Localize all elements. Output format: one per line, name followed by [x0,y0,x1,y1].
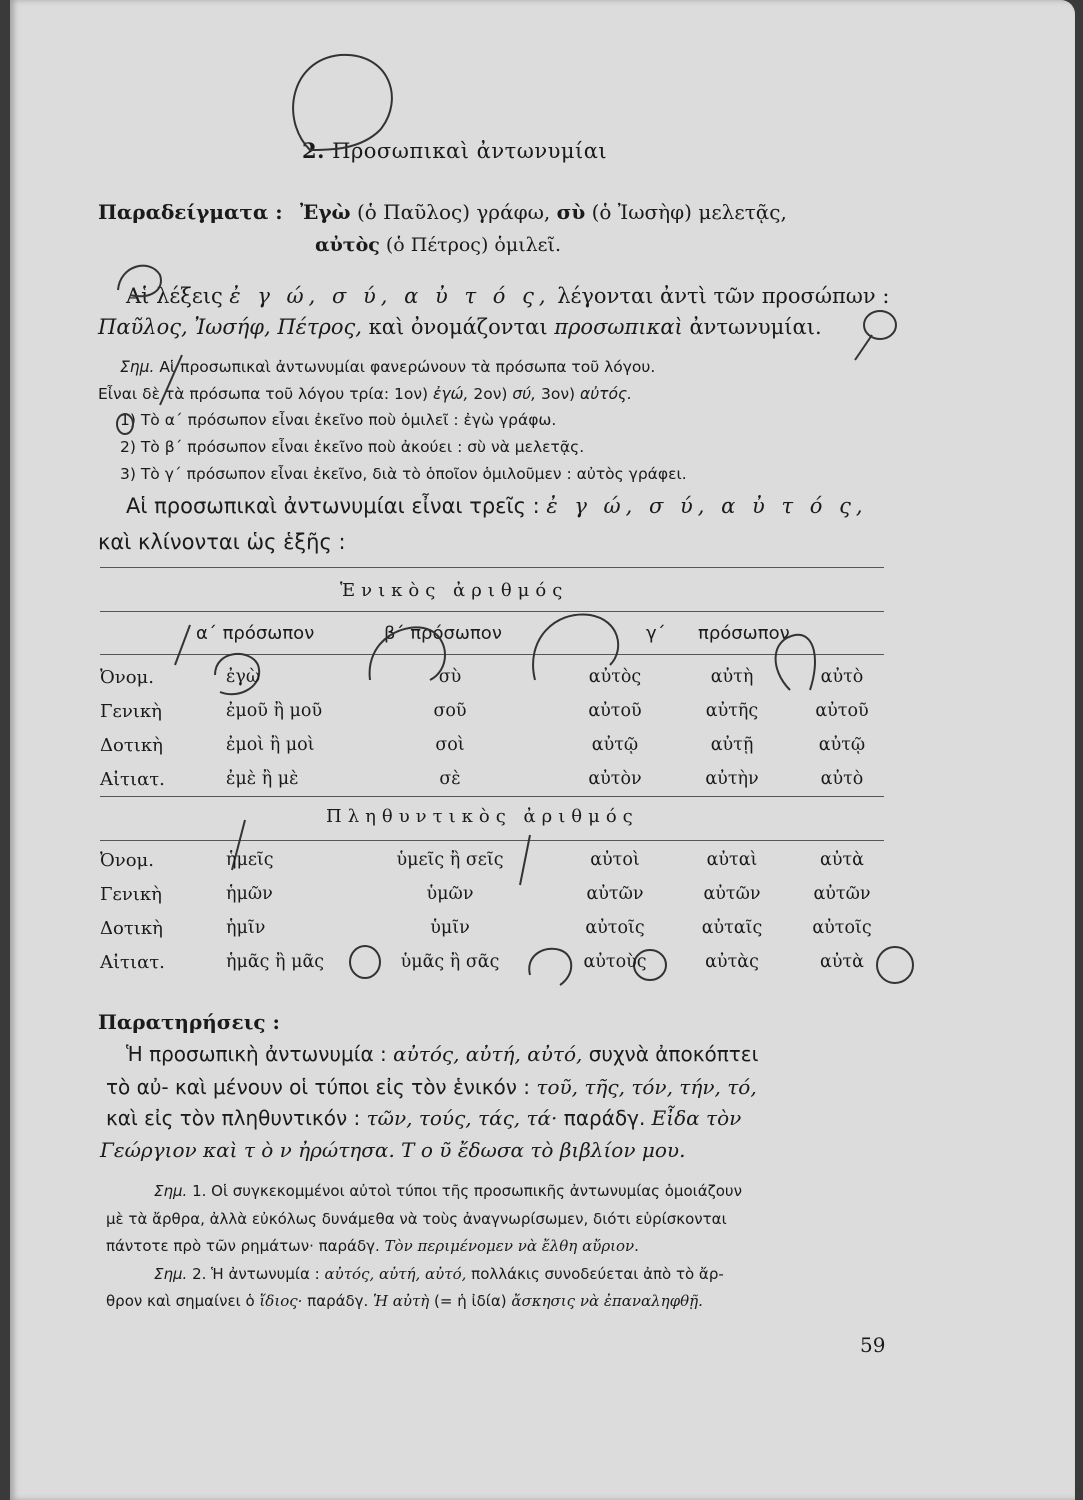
note-2-line-1 [154,1182,742,1200]
examples-label: Παραδείγματα : [98,200,283,224]
singular-case-label: Ὀνομ. [100,667,154,688]
person-3-heading: γ΄ [646,623,666,644]
text: τῶν, τούς, τάς, τά· [366,1106,558,1130]
plural-form-cell: ἡμεῖς [226,850,274,870]
table-rule [100,567,884,568]
text: σύ, [512,385,537,403]
plural-form-cell: ὑμεῖς ἢ σεῖς [396,850,504,870]
singular-form-cell: αὐτοῦ [815,701,869,721]
text: καὶ εἰς τὸν πληθυντικόν : [106,1106,367,1130]
book-page [10,0,1075,1500]
singular-form-cell: αὐτῇ [710,735,754,755]
plural-form-cell: αὐτῶν [586,884,644,904]
person-2-heading: β΄ πρόσωπον [384,623,502,644]
note-1-line-2 [98,385,632,403]
text: Αἱ λέξεις [126,284,230,308]
paragraph-2-line-2: καὶ κλίνονται ὡς ἑξῆς : [98,530,346,554]
plural-form-cell: ἡμῖν [226,918,266,938]
singular-form-cell: σὲ [439,769,461,789]
spaced-pronouns: ἐ γ ώ, σ ύ, α ὐ τ ό ς, [229,284,551,308]
text: τοῦ, τῆς, τόν, τήν, τό, [536,1075,757,1099]
singular-form-cell: ἐμὲ ἢ μὲ [226,769,299,789]
paragraph-1-line-2 [98,315,822,339]
plural-form-cell: αὐτοῖς [812,918,872,938]
page-number: 59 [860,1333,886,1357]
text: θρον καὶ σημαίνει ὁ [106,1292,260,1310]
pencil-tick-mark [855,335,872,360]
plural-form-cell: αὐτὰς [705,952,759,972]
pencil-tick-mark [175,625,190,665]
singular-form-cell: αὐτῷ [591,735,639,755]
plural-form-cell: ὑμῖν [430,918,470,938]
plural-form-cell: αὐτὰ [820,952,864,972]
text: 1. Οἱ συγκεκομμένοι αὐτοὶ τύποι τῆς προσωπικῆς ἀντωνυμίας ὁμοιάζουν [187,1182,742,1200]
singular-form-cell: αὐτὸς [588,667,642,687]
singular-form-cell: αὐτὸν [588,769,642,789]
singular-form-cell: ἐμοῦ ἢ μοῦ [226,701,323,721]
text: ἀντωνυμίαι. [682,315,822,339]
table-rule [100,611,884,612]
plural-form-cell: αὐτῶν [703,884,761,904]
text: 3ον) [536,385,580,403]
text: τὸ αὐ- καὶ μένουν οἱ τύποι εἰς τὸν ἑνικόν : [106,1075,537,1099]
singular-form-cell: αὐτοῦ [588,701,642,721]
text: ἐγώ, [432,385,469,403]
sy-word: σὺ [556,200,586,224]
plural-form-cell: ἡμῶν [226,884,273,904]
text: λέγονται ἀντὶ τῶν προσώπων : [550,284,890,308]
plural-case-label: Ὀνομ. [100,850,154,871]
table-rule [100,840,884,841]
person-3-heading-word: πρόσωπον [698,623,790,644]
paragraph-2-line-1 [126,494,868,518]
note-1-line-1 [120,358,655,376]
text: αὐτός. [579,385,633,403]
text: (= ἡ ἰδία) [429,1292,512,1310]
text: πάντοτε πρὸ τῶν ρημάτων· παράδγ. [106,1237,385,1255]
singular-form-cell: αὐτὸ [820,769,864,789]
text: Ἡ προσωπικὴ ἀντωνυμία : [126,1042,394,1066]
singular-form-cell: αὐτῆς [705,701,759,721]
text: 2. Ἡ ἀντωνυμία : [187,1265,325,1283]
example-text: (ὁ Ἰωσὴφ) μελετᾷς, [585,200,787,224]
note-3-line-2 [106,1292,703,1310]
text: συχνὰ ἀποκόπτει [582,1042,759,1066]
note-3-line-1 [154,1265,724,1283]
section-title: Προσωπικαὶ ἀντωνυμίαι [332,139,608,163]
table-rule [100,796,884,797]
singular-form-cell: ἐγὼ [226,667,261,687]
singular-case-label: Αἰτιατ. [100,769,165,790]
singular-form-cell: σοῦ [433,701,467,721]
singular-form-cell: αὐτῷ [818,735,866,755]
plural-form-cell: ὑμῶν [426,884,474,904]
plural-form-cell: αὐτὰ [820,850,864,870]
singular-form-cell: αὐτὴ [710,667,754,687]
text: αὐτός, αὐτή, αὐτό, [324,1265,467,1283]
singular-form-cell: αὐτὴν [705,769,759,789]
plural-heading: Πληθυντικὸς ἀριθμός [326,806,639,827]
text: καὶ ὀνομάζονται [362,315,555,339]
singular-form-cell: σοὶ [435,735,465,755]
singular-form-cell: ἐμοὶ ἢ μοὶ [226,735,315,755]
example-text: (ὁ Παῦλος) γράφω, [350,200,557,224]
note-1-item-3: 3) Τὸ γ΄ πρόσωπον εἶναι ἐκεῖνο, διὰ τὸ ὁποῖον ὁμιλοῦμεν : αὐτὸς γράφει. [120,465,687,483]
text: ἴδιος· [259,1292,303,1310]
note-1-item-1: 1) Τὸ α΄ πρόσωπον εἶναι ἐκεῖνο ποὺ ὁμιλεῖ : ἐγὼ γράφω. [120,411,557,429]
text: αὐτός, αὐτή, αὐτό, [393,1042,583,1066]
plural-form-cell: αὐτῶν [813,884,871,904]
singular-form-cell: αὐτὸ [820,667,864,687]
text: παράδγ. [557,1106,652,1130]
text: Αἱ προσωπικαὶ ἀντωνυμίαι φανερώνουν τὰ πρόσωπα τοῦ λόγου. [154,358,656,376]
plural-case-label: Γενικὴ [100,884,162,905]
note-label: Σημ. [154,1182,188,1200]
observations-line-1 [126,1042,758,1066]
plural-form-cell: αὐταῖς [701,918,763,938]
ego-word: Ἐγὼ [300,200,351,224]
note-label: Σημ. [154,1265,188,1283]
text: παράδγ. [302,1292,374,1310]
singular-heading: Ἑνικὸς ἀριθμός [340,580,569,601]
table-rule [100,654,884,655]
note-2-line-2: μὲ τὰ ἄρθρα, ἀλλὰ εὐκόλως δυνάμεθα νὰ τοὺς ἀναγνωρίσωμεν, διότι εὑρίσκονται [106,1210,727,1228]
observations-line-2 [106,1075,757,1099]
example-line-2 [315,234,561,256]
text: Ἡ αὐτὴ [373,1292,430,1310]
pencil-tick-mark [520,835,530,885]
page-title [302,138,607,163]
person-1-heading: α΄ πρόσωπον [196,623,315,644]
pencil-circle-mark [864,311,896,339]
plural-case-label: Αἰτιατ. [100,952,165,973]
text: πολλάκις συνοδεύεται ἀπὸ τὸ ἄρ- [466,1265,724,1283]
text: 2ον) [468,385,513,403]
text: ἄσκησις νὰ ἐπαναληφθῇ. [511,1292,703,1310]
example-line-1 [300,200,787,224]
note-1-item-2: 2) Τὸ β΄ πρόσωπον εἶναι ἐκεῖνο ποὺ ἀκούει : σὺ νὰ μελετᾷς. [120,438,585,456]
section-number: 2. [302,138,325,163]
spaced-pronouns: ἐ γ ώ, σ ύ, α ὐ τ ό ς, [546,494,868,518]
text: Αἱ προσωπικαὶ ἀντωνυμίαι εἶναι τρεῖς : [126,494,547,518]
observations-heading: Παρατηρήσεις : [98,1010,280,1034]
singular-case-label: Δοτικὴ [100,735,163,756]
plural-form-cell: αὐτοὺς [583,952,647,972]
note-2-line-3 [106,1237,639,1255]
plural-form-cell: αὐτοὶ [590,850,640,870]
plural-form-cell: αὐτοῖς [585,918,645,938]
observations-line-4: Γεώργιον καὶ τ ὸ ν ἠρώτησα. Τ ο ῦ ἔδωσα τὸ βιβλίον μου. [100,1138,686,1162]
text: Εἶναι δὲ τὰ πρόσωπα τοῦ λόγου τρία: 1ον) [98,385,433,403]
text: Εἶδα τὸν [651,1106,742,1130]
example-text: (ὁ Πέτρος) ὁμιλεῖ. [379,234,562,256]
plural-form-cell: ἡμᾶς ἢ μᾶς [226,952,325,972]
paragraph-1-line-1 [126,284,889,308]
observations-line-3 [106,1106,741,1130]
term: προσωπικαὶ [554,315,683,339]
text: Τὸν περιμένομεν νὰ ἔλθη αὔριον. [384,1237,639,1255]
pencil-circle-mark [293,55,392,150]
plural-form-cell: αὐταὶ [706,850,758,870]
singular-case-label: Γενικὴ [100,701,162,722]
autos-word: αὐτὸς [315,234,380,256]
singular-form-cell: σὺ [438,667,462,687]
names: Παῦλος, Ἰωσήφ, Πέτρος, [98,315,362,339]
note-label: Σημ. [120,358,155,376]
plural-form-cell: ὑμᾶς ἢ σᾶς [400,952,500,972]
plural-case-label: Δοτικὴ [100,918,163,939]
